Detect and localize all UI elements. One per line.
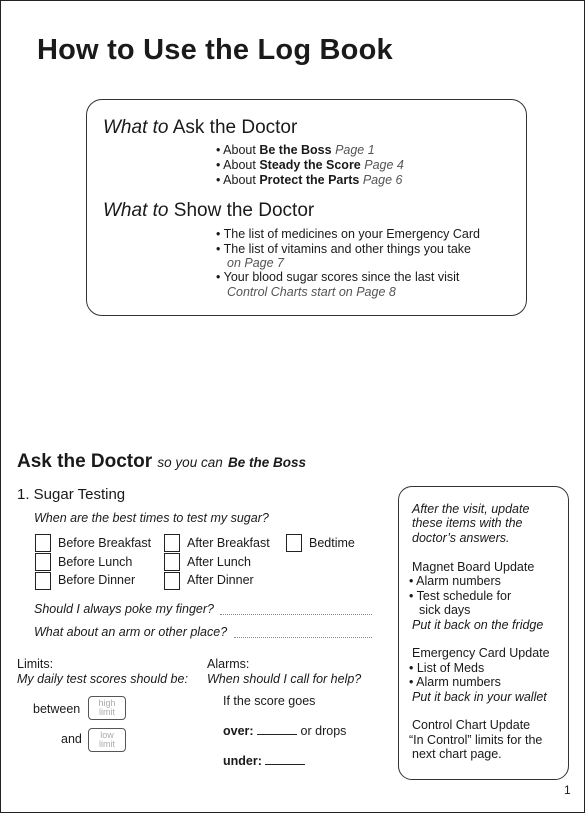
limits-label: Limits: (17, 657, 54, 671)
under-label: under: (223, 754, 262, 768)
show-item-3: • Your blood sugar scores since the last visit (216, 270, 460, 284)
if-score-goes: If the score goes (223, 694, 316, 708)
checkbox-bedtime[interactable] (286, 534, 302, 552)
between-label: between (33, 702, 81, 716)
magnet-item-2b: sick days (419, 603, 471, 617)
page-number: 1 (564, 783, 571, 797)
limits-description: My daily test scores should be: (17, 672, 188, 686)
poke-finger-question: Should I always poke my finger? (34, 602, 214, 616)
show-item-2-sub: on Page 7 (227, 256, 284, 270)
and-label: and (61, 732, 82, 746)
checkbox-before-dinner[interactable] (35, 572, 51, 590)
emergency-item-2: • Alarm numbers (409, 675, 501, 689)
checkbox-after-breakfast[interactable] (164, 534, 180, 552)
ask-item-3: • About Protect the Parts Page 6 (216, 173, 403, 187)
sugar-testing-heading: 1. Sugar Testing (17, 486, 126, 503)
label-after-breakfast: After Breakfast (187, 536, 270, 550)
label-before-lunch: Before Lunch (58, 555, 133, 569)
under-row (223, 754, 305, 768)
ask-item-2: • About Steady the Score Page 4 (216, 158, 404, 172)
control-line-2: next chart page. (412, 747, 502, 761)
emergency-item-1: • List of Meds (409, 661, 485, 675)
magnet-heading: Magnet Board Update (412, 560, 535, 574)
checkbox-after-lunch[interactable] (164, 553, 180, 571)
magnet-item-1: • Alarm numbers (409, 574, 501, 588)
over-blank[interactable] (257, 724, 297, 735)
sidebar-intro-2: these items with the (412, 516, 523, 530)
label-after-lunch: After Lunch (187, 555, 251, 569)
control-line-1: “In Control” limits for the (409, 733, 543, 747)
over-label: over: (223, 724, 254, 738)
high-limit-box[interactable]: high limit (88, 696, 126, 720)
poke-finger-answer-line[interactable] (220, 614, 372, 615)
checkbox-before-lunch[interactable] (35, 553, 51, 571)
ask-heading: What to Ask the Doctor (103, 117, 298, 138)
or-drops-label: or drops (300, 724, 347, 738)
alarms-description: When should I call for help? (207, 672, 362, 686)
show-item-1: • The list of medicines on your Emergency Card (216, 227, 480, 241)
label-bedtime: Bedtime (309, 536, 355, 550)
magnet-item-2: • Test schedule for (409, 589, 512, 603)
emergency-note: Put it back in your wallet (412, 690, 547, 704)
show-item-2: • The list of vitamins and other things you take (216, 242, 471, 256)
page-title: How to Use the Log Book (37, 34, 393, 66)
sidebar-intro-3: doctor’s answers. (412, 531, 510, 545)
under-blank[interactable] (265, 754, 305, 765)
sidebar-intro-1: After the visit, update (412, 502, 530, 516)
ask-item-1: • About Be the Boss Page 1 (216, 143, 375, 157)
low-limit-box[interactable]: low limit (88, 728, 126, 752)
best-times-question: When are the best times to test my sugar? (34, 511, 269, 525)
label-after-dinner: After Dinner (187, 573, 254, 587)
checkbox-before-breakfast[interactable] (35, 534, 51, 552)
checkbox-after-dinner[interactable] (164, 572, 180, 590)
over-row (223, 724, 346, 738)
label-before-breakfast: Before Breakfast (58, 536, 152, 550)
show-item-3-sub: Control Charts start on Page 8 (227, 285, 396, 299)
arm-answer-line[interactable] (234, 637, 372, 638)
label-before-dinner: Before Dinner (58, 573, 136, 587)
emergency-heading: Emergency Card Update (412, 646, 550, 660)
control-heading: Control Chart Update (412, 718, 531, 732)
alarms-label: Alarms: (207, 657, 250, 671)
show-heading: What to Show the Doctor (103, 200, 315, 221)
arm-question: What about an arm or other place? (34, 625, 228, 639)
magnet-note: Put it back on the fridge (412, 618, 544, 632)
section-heading: Ask the Doctor so you can Be the Boss (17, 451, 307, 472)
